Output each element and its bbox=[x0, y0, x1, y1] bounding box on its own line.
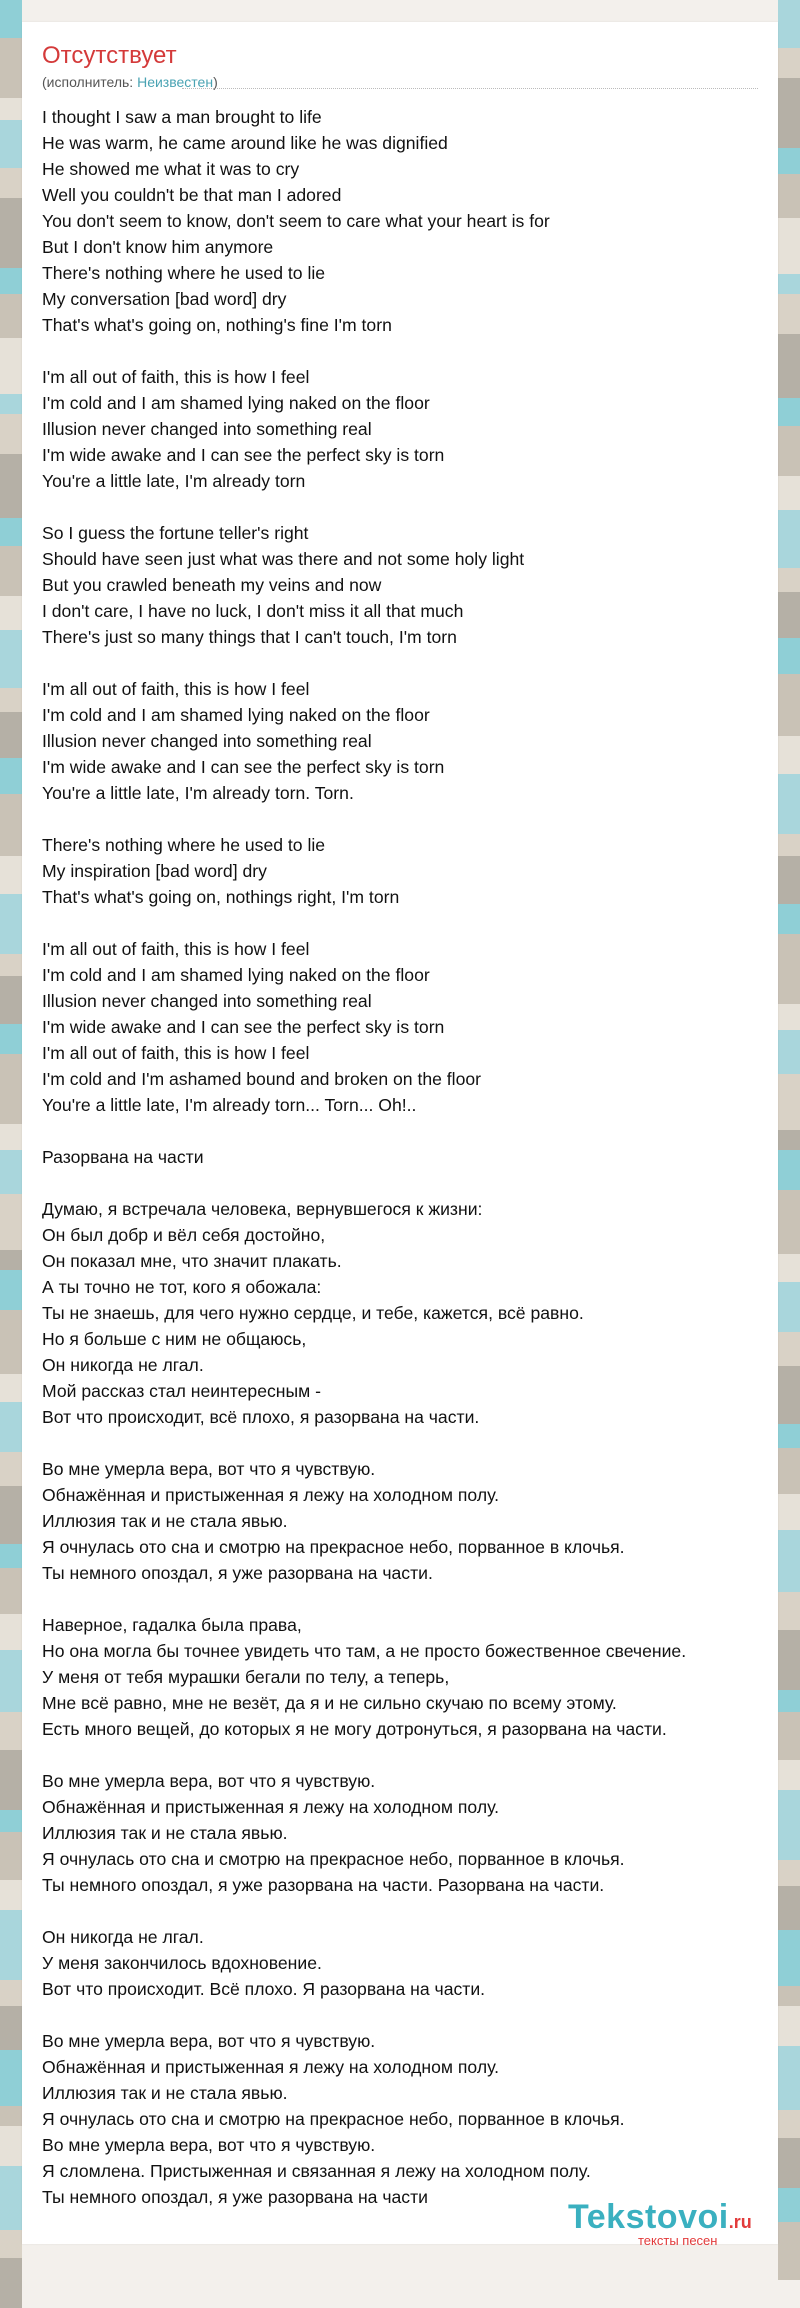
lyric-line: Иллюзия так и не стала явью. bbox=[42, 1511, 288, 1531]
lyric-line: There's just so many things that I can't touch, I'm torn bbox=[42, 627, 457, 647]
lyric-line: I thought I saw a man brought to life bbox=[42, 107, 322, 127]
stripe-band bbox=[778, 1332, 800, 1366]
stripe-band bbox=[0, 596, 22, 630]
lyric-line: I'm cold and I am shamed lying naked on the floor bbox=[42, 705, 430, 725]
lyric-line: Разорвана на части bbox=[42, 1147, 204, 1167]
lyric-line: Illusion never changed into something real bbox=[42, 731, 372, 751]
stripe-band bbox=[778, 174, 800, 218]
stripe-band bbox=[778, 476, 800, 510]
lyric-line: You're a little late, I'm already torn... Torn... Oh!.. bbox=[42, 1095, 417, 1115]
stripe-band bbox=[0, 1810, 22, 1832]
stripe-band bbox=[0, 518, 22, 546]
stripe-band bbox=[0, 1402, 22, 1452]
lyric-line: Наверное, гадалка была права, bbox=[42, 1615, 302, 1635]
stripe-band bbox=[0, 120, 22, 168]
stripe-band bbox=[0, 454, 22, 518]
stripe-band bbox=[0, 38, 22, 98]
stripe-band bbox=[0, 1568, 22, 1614]
stripe-band bbox=[778, 856, 800, 904]
lyric-line: Мой рассказ стал неинтересным - bbox=[42, 1381, 322, 1401]
lyric-line: I'm all out of faith, this is how I feel bbox=[42, 939, 310, 959]
stanza-gap bbox=[42, 1586, 778, 1612]
stripe-band bbox=[0, 1270, 22, 1310]
stripe-band bbox=[0, 1024, 22, 1054]
stripe-band bbox=[778, 1886, 800, 1930]
stripe-band bbox=[0, 198, 22, 268]
stripe-band bbox=[0, 414, 22, 454]
stripe-band bbox=[0, 1194, 22, 1250]
lyric-line: My conversation [bad word] dry bbox=[42, 289, 287, 309]
logo-tagline: тексты песен bbox=[638, 2233, 718, 2248]
stripe-band bbox=[0, 338, 22, 394]
stripe-band bbox=[778, 674, 800, 736]
lyric-line: You're a little late, I'm already torn. Torn. bbox=[42, 783, 354, 803]
lyric-line: Иллюзия так и не стала явью. bbox=[42, 2083, 288, 2103]
stripe-band bbox=[0, 98, 22, 120]
lyric-line: Во мне умерла вера, вот что я чувствую. bbox=[42, 2135, 376, 2155]
lyric-line: Ты не знаешь, для чего нужно сердце, и тебе, кажется, всё равно. bbox=[42, 1303, 584, 1323]
stripe-band bbox=[778, 1254, 800, 1282]
stripe-band bbox=[0, 2258, 22, 2308]
stripe-band bbox=[778, 2110, 800, 2138]
lyric-line: Во мне умерла вера, вот что я чувствую. bbox=[42, 1771, 376, 1791]
stripe-band bbox=[778, 2006, 800, 2046]
stripe-band bbox=[0, 394, 22, 414]
stripe-band bbox=[778, 1712, 800, 1760]
lyric-line: Он показал мне, что значит плакать. bbox=[42, 1251, 342, 1271]
song-title: Отсутствует bbox=[42, 42, 177, 69]
stripe-band bbox=[778, 1150, 800, 1190]
lyric-line: There's nothing where he used to lie bbox=[42, 835, 326, 855]
lyric-line: Иллюзия так и не стала явью. bbox=[42, 1823, 288, 1843]
lyric-line: I'm wide awake and I can see the perfect sky is torn bbox=[42, 1017, 445, 1037]
lyric-line: Ты немного опоздал, я уже разорвана на части. Разорвана на части. bbox=[42, 1875, 605, 1895]
stripe-band bbox=[0, 1486, 22, 1544]
lyric-line: Я очнулась ото сна и смотрю на прекрасное небо, порванное в клочья. bbox=[42, 2109, 625, 2129]
stripe-band bbox=[778, 78, 800, 148]
stripe-band bbox=[0, 2126, 22, 2166]
stripe-band bbox=[0, 546, 22, 596]
stripe-band bbox=[0, 1374, 22, 1402]
lyric-line: He was warm, he came around like he was dignified bbox=[42, 133, 448, 153]
lyrics-text bbox=[42, 104, 778, 2210]
stripe-band bbox=[778, 510, 800, 568]
stripe-band bbox=[778, 334, 800, 398]
lyric-line: Обнажённая и пристыженная я лежу на холодном полу. bbox=[42, 2057, 500, 2077]
stanza-gap bbox=[42, 1898, 778, 1924]
lyric-line: You don't seem to know, don't seem to care what your heart is for bbox=[42, 211, 550, 231]
lyric-line: Ты немного опоздал, я уже разорвана на части. bbox=[42, 1563, 433, 1583]
stripe-band bbox=[0, 758, 22, 794]
lyric-line: I'm cold and I am shamed lying naked on the floor bbox=[42, 965, 430, 985]
stripe-band bbox=[0, 630, 22, 688]
lyric-line: Но она могла бы точнее увидеть что там, а не просто божественное свечение. bbox=[42, 1641, 687, 1661]
stripe-band bbox=[0, 268, 22, 294]
lyrics-card bbox=[22, 22, 778, 2248]
stripe-band bbox=[0, 954, 22, 976]
stripe-band bbox=[778, 1030, 800, 1074]
stanza-gap bbox=[42, 806, 778, 832]
lyric-line: Should have seen just what was there and not some holy light bbox=[42, 549, 525, 569]
stripe-band bbox=[778, 1366, 800, 1424]
stripe-band bbox=[778, 2046, 800, 2110]
stripe-band bbox=[778, 1760, 800, 1790]
lyric-line: Обнажённая и пристыженная я лежу на холодном полу. bbox=[42, 1485, 500, 1505]
stripe-band bbox=[778, 834, 800, 856]
stripe-band bbox=[778, 1690, 800, 1712]
stanza-gap bbox=[42, 1430, 778, 1456]
lyric-line: That's what's going on, nothings right, I'm torn bbox=[42, 887, 400, 907]
stripe-band bbox=[0, 1650, 22, 1712]
stripe-band bbox=[778, 1790, 800, 1860]
lyric-line: Но я больше с ним не общаюсь, bbox=[42, 1329, 307, 1349]
lyric-line: Ты немного опоздал, я уже разорвана на части bbox=[42, 2187, 428, 2207]
lyric-line: So I guess the fortune teller's right bbox=[42, 523, 309, 543]
lyric-line: There's nothing where he used to lie bbox=[42, 263, 326, 283]
lyric-line: Он был добр и вёл себя достойно, bbox=[42, 1225, 326, 1245]
stripe-band bbox=[778, 2188, 800, 2222]
lyric-line: Во мне умерла вера, вот что я чувствую. bbox=[42, 1459, 376, 1479]
stripe-band bbox=[0, 2230, 22, 2258]
stripe-band bbox=[778, 1592, 800, 1630]
stripe-band bbox=[778, 774, 800, 834]
artist-link[interactable]: Неизвестен bbox=[137, 74, 214, 90]
lyric-line: Illusion never changed into something real bbox=[42, 991, 372, 1011]
lyric-line: But I don't know him anymore bbox=[42, 237, 274, 257]
lyric-line: А ты точно не тот, кого я обожала: bbox=[42, 1277, 322, 1297]
stripe-band bbox=[778, 148, 800, 174]
stripe-band bbox=[0, 1614, 22, 1650]
stripe-band bbox=[778, 426, 800, 476]
artist-suffix: ) bbox=[213, 74, 218, 90]
stripe-band bbox=[0, 1310, 22, 1374]
stripe-band bbox=[778, 1986, 800, 2006]
lyric-line: I'm wide awake and I can see the perfect sky is torn bbox=[42, 445, 445, 465]
stripe-band bbox=[778, 1130, 800, 1150]
stripe-band bbox=[0, 1980, 22, 2006]
stripe-band bbox=[0, 2106, 22, 2126]
lyric-line: Во мне умерла вера, вот что я чувствую. bbox=[42, 2031, 376, 2051]
stanza-gap bbox=[42, 338, 778, 364]
left-stripe-decoration bbox=[0, 0, 22, 2262]
stripe-band bbox=[0, 794, 22, 856]
stripe-band bbox=[778, 274, 800, 294]
stripe-band bbox=[0, 894, 22, 954]
stripe-band bbox=[0, 1832, 22, 1880]
lyric-line: Я очнулась ото сна и смотрю на прекрасное небо, порванное в клочья. bbox=[42, 1849, 625, 1869]
stripe-band bbox=[778, 934, 800, 1004]
lyric-line: My inspiration [bad word] dry bbox=[42, 861, 267, 881]
stripe-band bbox=[778, 1004, 800, 1030]
stanza-gap bbox=[42, 1118, 778, 1144]
stripe-band bbox=[778, 1074, 800, 1130]
stripe-band bbox=[778, 1530, 800, 1592]
stripe-band bbox=[778, 294, 800, 334]
stripe-band bbox=[0, 856, 22, 894]
stripe-band bbox=[778, 1630, 800, 1690]
lyric-line: Вот что происходит, всё плохо, я разорвана на части. bbox=[42, 1407, 480, 1427]
stanza-gap bbox=[42, 650, 778, 676]
stripe-band bbox=[778, 638, 800, 674]
site-logo[interactable] bbox=[568, 2198, 752, 2248]
lyric-line: I'm cold and I am shamed lying naked on the floor bbox=[42, 393, 430, 413]
lyric-line: I'm all out of faith, this is how I feel bbox=[42, 367, 310, 387]
lyric-line: But you crawled beneath my veins and now bbox=[42, 575, 382, 595]
lyric-line: Вот что происходит. Всё плохо. Я разорвана на части. bbox=[42, 1979, 486, 1999]
stripe-band bbox=[0, 1544, 22, 1568]
stripe-band bbox=[778, 592, 800, 638]
lyric-line: Illusion never changed into something real bbox=[42, 419, 372, 439]
lyric-line: Думаю, я встречала человека, вернувшегося к жизни: bbox=[42, 1199, 483, 1219]
stripe-band bbox=[778, 48, 800, 78]
stripe-band bbox=[0, 1054, 22, 1124]
stripe-band bbox=[0, 1750, 22, 1810]
stripe-band bbox=[0, 1880, 22, 1910]
stanza-gap bbox=[42, 1742, 778, 1768]
stripe-band bbox=[778, 0, 800, 48]
lyric-line: Он никогда не лгал. bbox=[42, 1927, 204, 1947]
right-stripe-decoration bbox=[778, 0, 800, 2262]
lyric-line: Есть много вещей, до которых я не могу дотронуться, я разорвана на части. bbox=[42, 1719, 667, 1739]
stanza-gap bbox=[42, 494, 778, 520]
stripe-band bbox=[0, 1124, 22, 1150]
stripe-band bbox=[0, 1250, 22, 1270]
stanza-gap bbox=[42, 910, 778, 936]
lyric-line: У меня закончилось вдохновение. bbox=[42, 1953, 322, 1973]
lyric-line: You're a little late, I'm already torn bbox=[42, 471, 306, 491]
stripe-band bbox=[778, 1930, 800, 1986]
stripe-band bbox=[0, 688, 22, 712]
stripe-band bbox=[778, 1190, 800, 1254]
lyric-line: Он никогда не лгал. bbox=[42, 1355, 204, 1375]
stripe-band bbox=[0, 168, 22, 198]
stripe-band bbox=[778, 1494, 800, 1530]
stripe-band bbox=[0, 2050, 22, 2106]
logo-name: Tekstovoi bbox=[568, 2198, 729, 2236]
stripe-band bbox=[0, 1910, 22, 1980]
stripe-band bbox=[778, 1424, 800, 1448]
stripe-band bbox=[778, 904, 800, 934]
stripe-band bbox=[0, 976, 22, 1024]
stripe-band bbox=[0, 2006, 22, 2050]
stripe-band bbox=[0, 1712, 22, 1750]
stripe-band bbox=[778, 2222, 800, 2280]
stripe-band bbox=[778, 1860, 800, 1886]
stripe-band bbox=[778, 398, 800, 426]
stripe-band bbox=[778, 736, 800, 774]
title-separator bbox=[182, 88, 758, 89]
stripe-band bbox=[0, 0, 22, 38]
stripe-band bbox=[778, 1282, 800, 1332]
stripe-band bbox=[778, 1448, 800, 1494]
logo-tld: .ru bbox=[728, 2212, 752, 2232]
artist-prefix: (исполнитель: bbox=[42, 74, 138, 90]
stripe-band bbox=[778, 2138, 800, 2188]
lyric-line: I'm all out of faith, this is how I feel bbox=[42, 1043, 310, 1063]
stripe-band bbox=[0, 1452, 22, 1486]
lyric-line: That's what's going on, nothing's fine I'm torn bbox=[42, 315, 392, 335]
stanza-gap bbox=[42, 2002, 778, 2028]
stripe-band bbox=[0, 2166, 22, 2230]
stanza-gap bbox=[42, 1170, 778, 1196]
lyric-line: I'm all out of faith, this is how I feel bbox=[42, 679, 310, 699]
stripe-band bbox=[778, 568, 800, 592]
stripe-band bbox=[0, 712, 22, 758]
lyric-line: I'm wide awake and I can see the perfect sky is torn bbox=[42, 757, 445, 777]
lyric-line: He showed me what it was to cry bbox=[42, 159, 300, 179]
lyric-line: Обнажённая и пристыженная я лежу на холодном полу. bbox=[42, 1797, 500, 1817]
lyric-line: I'm cold and I'm ashamed bound and broken on the floor bbox=[42, 1069, 482, 1089]
stripe-band bbox=[0, 1150, 22, 1194]
lyric-line: У меня от тебя мурашки бегали по телу, а теперь, bbox=[42, 1667, 450, 1687]
lyric-line: Я очнулась ото сна и смотрю на прекрасное небо, порванное в клочья. bbox=[42, 1537, 625, 1557]
lyric-line: Мне всё равно, мне не везёт, да я и не сильно скучаю по всему этому. bbox=[42, 1693, 617, 1713]
stripe-band bbox=[778, 218, 800, 274]
stripe-band bbox=[0, 294, 22, 338]
lyric-line: Well you couldn't be that man I adored bbox=[42, 185, 342, 205]
lyric-line: Я сломлена. Пристыженная и связанная я лежу на холодном полу. bbox=[42, 2161, 591, 2181]
lyric-line: I don't care, I have no luck, I don't miss it all that much bbox=[42, 601, 464, 621]
